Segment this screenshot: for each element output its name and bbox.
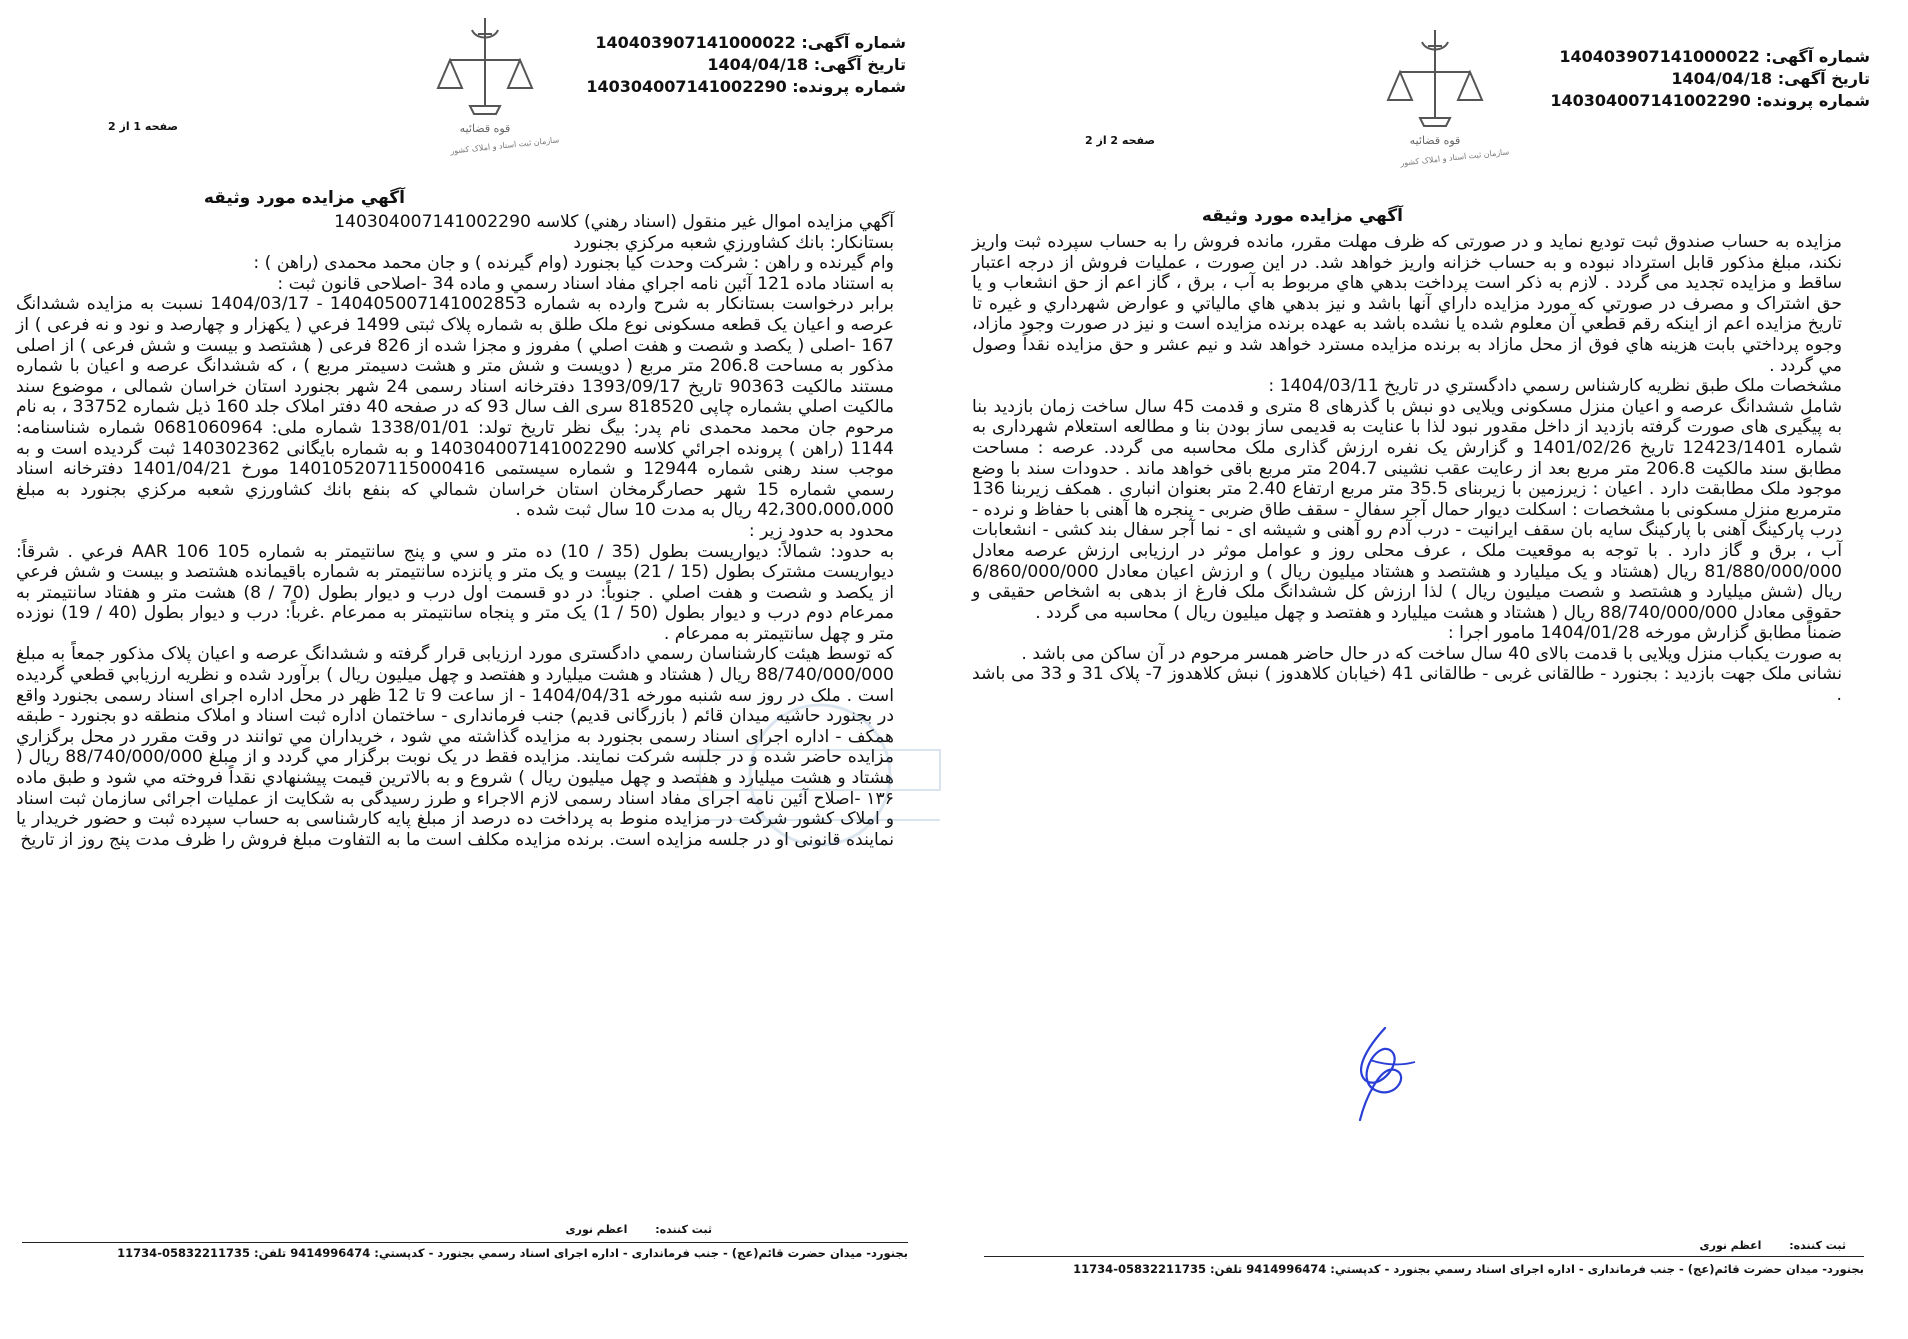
footer-divider <box>984 1256 1864 1257</box>
header-meta <box>1550 46 1870 112</box>
emblem-caption-2: سازمان ثبت اسناد و املاک کشور <box>449 135 560 156</box>
ad-date-label: تاریخ آگهی: <box>1777 69 1870 88</box>
paragraph: به استناد ماده 121 آئين نامه اجراي مفاد اسناد رسمي و ماده 34 -اصلاحی قانون ثبت : <box>277 273 894 294</box>
registrar-label: ثبت كننده: <box>1789 1239 1846 1252</box>
judiciary-emblem-icon <box>1360 20 1510 170</box>
paragraph: وام گيرنده و راهن : شركت وحدت كيا بجنورد (وام گيرنده ) و جان محمد محمدى (راهن ) : <box>253 253 894 274</box>
paragraph: نشانی ملک جهت بازديد : بجنورد - طالقانی غربی - طالقانی 41 (خيابان كلاهدوز ) نبش كلاهدوز 7- پلاک 31 و 33 می باشد . <box>972 664 1842 706</box>
registrar-name: اعظم نوری <box>1699 1239 1762 1252</box>
case-number-label: شماره پرونده: <box>792 77 906 96</box>
ad-date-row <box>586 54 906 76</box>
paragraph: آگهي مزايده اموال غير منقول (اسناد رهني) كلاسه 140304007141002290 <box>334 212 894 232</box>
paragraph: كه توسط هيئت كارشناسان رسمي دادگستری مورد ارزيابی قرار گرفته و ششدانگ عرصه و اعيان پلاک مذكور جمعاً به مبلغ 88/740/000/000 ريال ( هشتاد و هشت ميليارد و هفتصد و چهل ميليون ريال ) برآورد شده و نظريه ارزيابي قطعي گرديده است . ملک در روز سه شنبه مورخه 1404/04/31 - از ساعت 9 تا 12 ظهر در محل اداره اجرای اسناد رسمی بجنورد واقع در بجنورد حاشيه ميدان قائم ( بازرگانی قديم) جنب فرمانداری - ساختمان اداره ثبت اسناد و املاک منطقه دو بجنورد - طبقه همکف - اداره اجرای اسناد رسمی بجنورد به مزايده گذاشته مي شود ، خريداران مي توانند در وقت مقرر در محل برگزاري مزايده حاضر شده و در جلسه شركت نمايند. مزايده فقط در يک نوبت برگزار مي گردد و از مبلغ 88/740/000/000 ريال ( هشتاد و هشت ميليارد و هفتصد و چهل ميليون ريال ) شروع و به بالاترين قيمت پيشنهادي نقداً فروخته مي شود و طبق ماده ۱۳۶ -اصلاح آئين نامه اجرای مفاد اسناد رسمی لازم الاجراء و طرز رسيدگی به شکايت از عمليات اجرائی سازمان ثبت اسناد و املاک كشور شركت در مزايده منوط به پرداخت ده درصد از مبلغ پايه كارشناسی به حساب سپرده ثبت و حضور خريدار يا نماينده قانونی او در جلسه مزايده است. برنده مزايده مكلف است ما به التفاوت مبلغ فروش را ظرف مدت پنج روز از تاريخ <box>16 644 894 850</box>
ad-number-label: شماره آگهی: <box>1765 47 1870 66</box>
registrar-label: ثبت كننده: <box>655 1223 712 1236</box>
ad-number-value: 140403907141000022 <box>1559 47 1760 66</box>
ad-date-value: 1404/04/18 <box>707 55 809 74</box>
ad-number-value: 140403907141000022 <box>595 33 796 52</box>
ad-date-value: 1404/04/18 <box>1671 69 1773 88</box>
ad-number-row <box>1550 46 1870 68</box>
ad-date-row <box>1550 68 1870 90</box>
ad-number-label: شماره آگهی: <box>801 33 906 52</box>
body-text <box>972 232 1842 706</box>
paragraph: محدود به حدود زير : <box>748 520 894 541</box>
paragraph: بستانكار: بانك كشاورزي شعبه مركزي بجنورد <box>573 232 894 253</box>
case-number-value: 140304007141002290 <box>586 77 787 96</box>
emblem-caption-2: سازمان ثبت اسناد و املاک کشور <box>1399 147 1510 168</box>
registrar <box>1700 1239 1846 1252</box>
page-number: صفحه 2 از 2 <box>1085 134 1156 147</box>
paragraph: مشخصات ملک طبق نظريه كارشناس رسمي دادگستري در تاريخ 1404/03/11 : <box>1268 376 1842 397</box>
case-number-value: 140304007141002290 <box>1550 91 1751 110</box>
case-number-row <box>586 76 906 98</box>
paragraph: برابر درخواست بستانكار به شرح وارده به شماره 140405007141002853 - 1404/03/17 نسبت به مزايده ششدانگ عرصه و اعيان يک قطعه مسکونی نوع ملک طلق به شماره پلاک ثبتی 1499 فرعي ( يكهزار و چهارصد و نود و نه فرعی ) از 167 -اصلی ( يكصد و شصت و هفت اصلي ) مفروز و مجزا شده از 826 فرعی ( هشتصد و بيست و شش فرعی ) از اصلی مذکور به مساحت 206.8 متر مربع ( دويست و شش متر و هشت دسيمتر مربع ) ، كه ششدانگ عرصه و اعيان با شماره مستند مالكيت 90363 تاريخ 1393/09/17 دفترخانه اسناد رسمی 24 شهر بجنورد استان خراسان شمالی ، موضوع سند مالکيت اصلي بشماره چاپی 818520 سری الف سال 93 كه در صفحه 40 دفتر املاک جلد 160 ذيل شماره 33752 ، به نام مرحوم جان محمد محمدی نام پدر: بيگ نظر تاريخ تولد: 1338/01/01 شماره ملی: 0681060964 شماره شناسنامه: 1144 (راهن ) پرونده اجرائي كلاسه 140304007141002290 و به شماره بايگانی 140302362 ثبت گرديده است و به موجب سند رهنی شماره 12944 و شماره سيستمی 140105207115000416 مورخ 1401/04/21 دفترخانه اسناد رسمي شماره 15 شهر حصارگرمخان استان خراسان شمالي كه بنفع بانك كشاورزي شعبه مركزي بجنورد به مبلغ 42،300،000،000 ريال به مدت 10 سال ثبت شده . <box>16 294 895 521</box>
case-number-label: شماره پرونده: <box>1756 91 1870 110</box>
footer-divider <box>22 1242 908 1243</box>
document-title: آگهي مزايده مورد وثيقه <box>203 188 405 208</box>
emblem-caption-1: قوه قضائیه <box>459 122 511 135</box>
judiciary-emblem-icon <box>410 8 560 158</box>
paragraph: ضمناً مطابق گزارش مورخه 1404/01/28 مامور اجرا : <box>1447 623 1842 644</box>
document-title: آگهي مزايده مورد وثيقه <box>1201 206 1403 226</box>
body-text <box>16 212 894 850</box>
registrar-name: اعظم نوری <box>565 1223 628 1236</box>
registrar <box>566 1223 712 1236</box>
footer-address: بجنورد- ميدان حضرت قائم(عج) - جنب فرمانداری - اداره اجرای اسناد رسمي بجنورد - كدپستي: 9414996474 تلفن: 05832211735-11734 <box>1073 1262 1864 1276</box>
signature-icon <box>1335 1020 1425 1130</box>
ad-date-label: تاریخ آگهی: <box>813 55 906 74</box>
paragraph: به صورت يكباب منزل ويلايی با قدمت بالای 40 سال ساخت كه در حال حاضر همسر مرحوم در آن ساكن می باشد . <box>1021 643 1842 664</box>
page-number: صفحه 1 از 2 <box>108 120 179 133</box>
case-number-row <box>1550 90 1870 112</box>
ad-number-row <box>586 32 906 54</box>
header-meta <box>586 32 906 98</box>
page-1 <box>0 0 930 1339</box>
page-2 <box>950 0 1908 1339</box>
paragraph: مزايده به حساب صندوق ثبت توديع نمايد و در صورتی كه ظرف مهلت مقرر، مانده فروش را به حساب سپرده ثبت واريز نكند، مبلغ مذکور قابل استرداد نبوده و به حساب خزانه واريز خواهد شد. در اين صورت ، عمليات فروش از درجه اعتبار ساقط و مزايده تجديد می گردد . لازم به ذكر است پرداخت بدهي هاي مربوط به آب ، برق ، گاز اعم از حق انشعاب و يا حق اشتراک و مصرف در صورتي كه مورد مزايده داراي آنها باشد و نيز بدهي هاي مالياتي و عوارض شهرداري و غيره تا تاريخ مزايده اعم از اينكه رقم قطعي آن معلوم شده يا نشده باشد به عهده برنده مزايده است و نيز در صورت وجود مازاد، وجوه پرداختي بابت هزينه هاي فوق از محل مازاد به برنده مزايده مسترد خواهد شد و نيم عشر و حق مزايده نقداً وصول مي گردد . <box>972 232 1842 376</box>
emblem-caption-1: قوه قضائیه <box>1409 134 1461 147</box>
paragraph: به حدود: شمالاً: ديواريست بطول (35 / 10) ده متر و سي و پنج سانتيمتر به شماره 105 AAR 106 فرعي . شرقاً: ديواريست مشترک بطول (15 / 21) بيست و يک متر و پانزده سانتيمتر به شماره باقيمانده هشتصد و بيست و شش فرعي از يكصد و شصت و هفت اصلي . جنوباً: در دو قسمت اول درب و ديوار بطول (70 / 8) هشت متر و هفتاد سانتيمتر به ممرعام دوم درب و ديوار بطول (50 / 1) يک متر و پنجاه سانتيمتر به ممرعام .غرباً: درب و ديوار بطول (40 / 19) نوزده متر و چهل سانتيمتر به ممرعام . <box>16 541 895 644</box>
footer-address: بجنورد- ميدان حضرت قائم(عج) - جنب فرمانداری - اداره اجرای اسناد رسمي بجنورد - كدپستي: 9414996474 تلفن: 05832211735-11734 <box>117 1246 908 1260</box>
paragraph: شامل ششدانگ عرصه و اعيان منزل مسكونی ويلايی دو نبش با گذرهای 8 متری و قدمت 45 سال ساخت زمان بازديد بنا به پيگيری های صورت گرفته بازديد از داخل مقدور نبود لذا با عنايت به قديمی ساز بودن بنا و مطالعه استعلام شهرداری به شماره 12423/1401 تاريخ 1401/02/26 و گزارش يک نفره ارزش گذاری ملک محاسبه می گردد. عرصه : مساحت مطابق سند مالكيت 206.8 متر مربع بعد از رعايت عقب نشينی 204.7 متر مربع باقی خواهد ماند . حدودات سند با وضع موجود ملک مطابقت دارد . اعيان : زيرزمين با زيربنای 35.5 متر مربع ارتفاع 2.40 متر بعنوان انباری . همكف زيربنا 136 مترمربع منزل مسكونی با مشخصات : اسكلت ديوار حمال آجر سفال - سقف طاق ضربی - پنجره ها آهنی با حفاظ و نرده - درب پاركينگ آهنی با پاركينگ سايه بان سقف ايرانيت - درب آدم رو آهنی و شيشه ای - نما آجر سفال بند كشی - انشعابات آب ، برق و گاز دارد . با توجه به موقعيت ملک ، عرف محلی روز و عوامل موثر در ارزيابی ارزش عرصه معادل 81/880/000/000 ريال (هشتاد و يک ميليارد و هشتصد و هشتاد ميليون ريال ) و ارزش اعيان معادل 6/860/000/000 ريال (شش ميليارد و هشتصد و شصت ميليون ريال ) لذا ارزش كل ششدانگ ملک فارغ از بدهی به اشخاص حقيقی و حقوقی معادل 88/740/000/000 ريال ( هشتاد و هشت ميليارد و هفتصد و چهل ميليون ريال ) محاسبه می گردد . <box>972 396 1842 623</box>
